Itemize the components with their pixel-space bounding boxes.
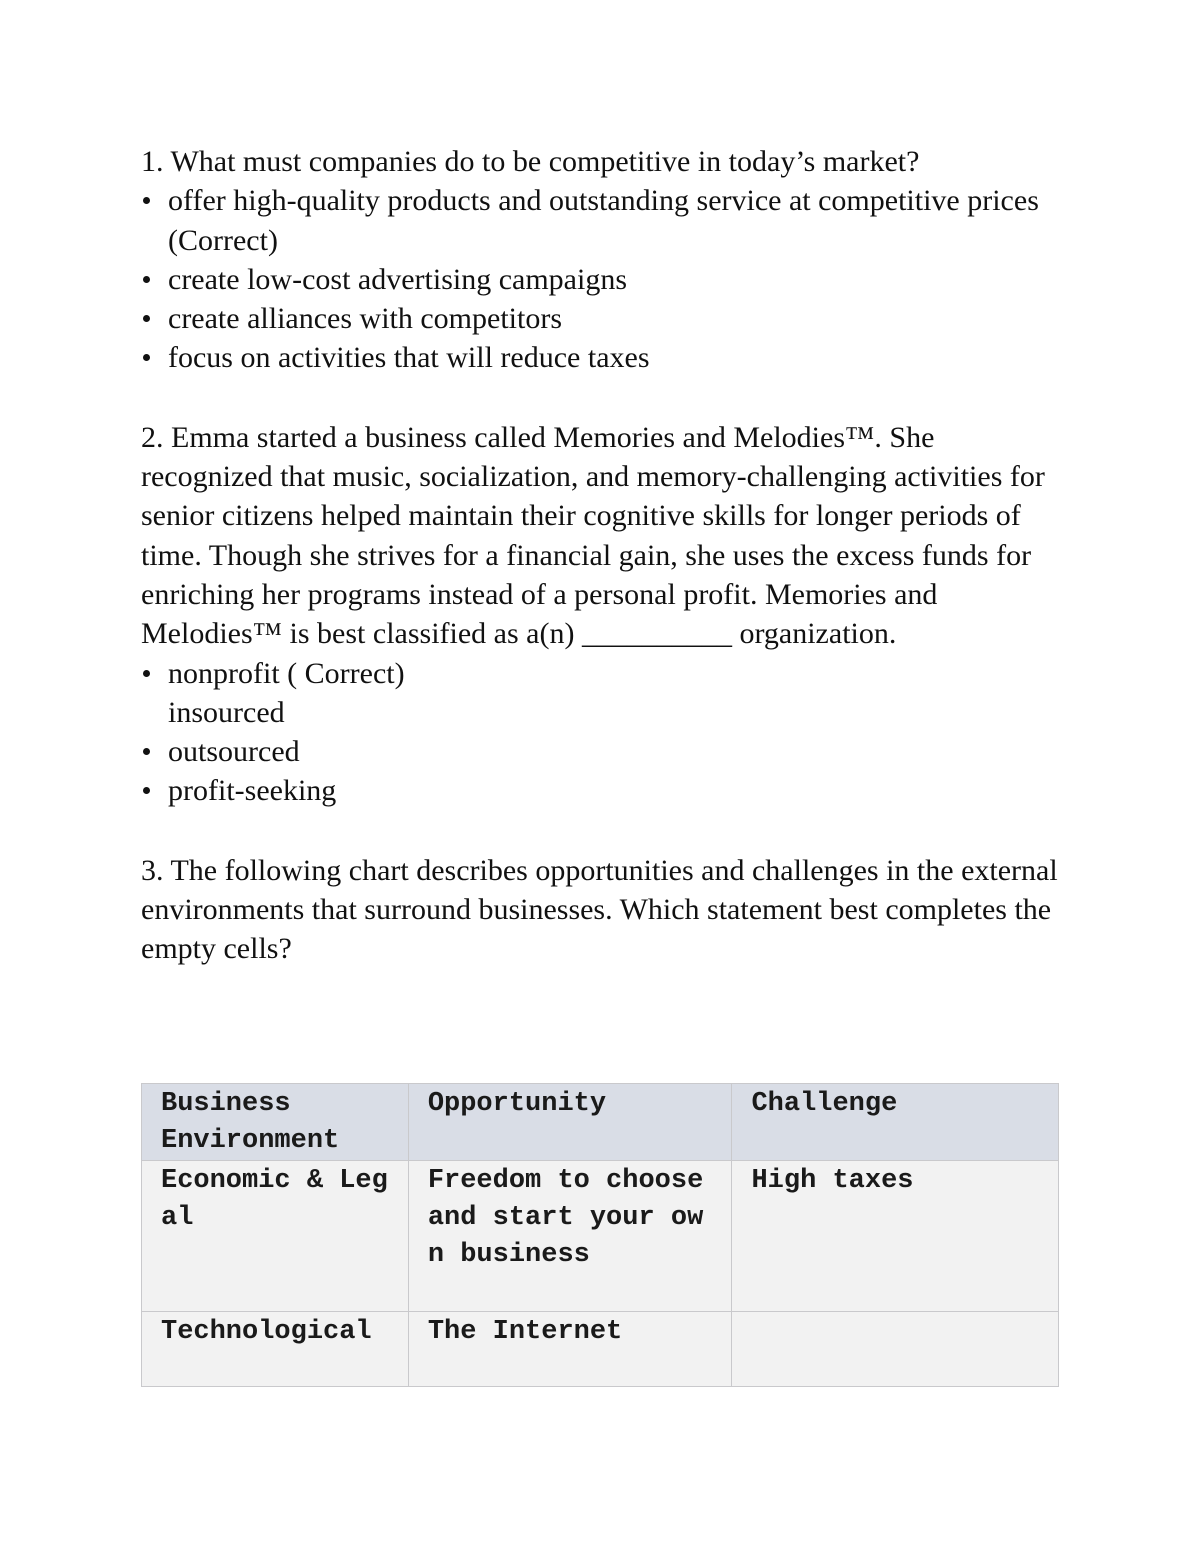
column-header-opportunity: Opportunity: [408, 1084, 732, 1161]
column-header-challenge: Challenge: [732, 1084, 1059, 1161]
document-page: [141, 142, 1066, 969]
table-cell: High taxes: [732, 1161, 1059, 1312]
question-1-options: [141, 181, 1066, 377]
question-3-text: 3. The following chart describes opportunities and challenges in the external environments that surround businesses. Which statement best completes the empty cells?: [141, 853, 1058, 966]
table-row: [142, 1312, 1059, 1387]
table-header-row: [142, 1084, 1059, 1161]
table-cell: Technological: [142, 1312, 409, 1387]
question-1-text: 1. What must companies do to be competitive in today’s market?: [141, 145, 920, 178]
option-item: nonprofit ( Correct): [141, 654, 1066, 693]
option-item: create alliances with competitors: [141, 299, 1066, 338]
option-item: insourced: [168, 695, 285, 729]
question-2-options: [141, 654, 1066, 811]
option-item: offer high-quality products and outstanding service at competitive prices (Correct): [141, 181, 1066, 260]
question-1: [141, 142, 1066, 378]
table-row: [142, 1161, 1059, 1312]
option-item: outsourced: [141, 732, 1066, 771]
table-cell: Freedom to choose and start your own business: [408, 1161, 732, 1312]
question-3: [141, 851, 1066, 969]
question-2-text: 2. Emma started a business called Memories and Melodies™. She recognized that music, socialization, and memory-challenging activities for senior citizens helped maintain their cognitive skills for longer periods of time. Though she strives for a financial gain, she uses the excess funds for enriching her programs instead of a personal profit. Memories and Melodies™ is best classified as a(n) __________ organization.: [141, 420, 1045, 651]
environment-table: [141, 1083, 1059, 1387]
question-2: [141, 418, 1066, 811]
option-item: focus on activities that will reduce taxes: [141, 338, 1066, 377]
column-header-business-environment: Business Environment: [142, 1084, 409, 1161]
table-cell: Economic & Legal: [142, 1161, 409, 1312]
table-cell: The Internet: [408, 1312, 732, 1387]
option-item: create low-cost advertising campaigns: [141, 260, 1066, 299]
table-cell-empty: [732, 1312, 1059, 1387]
option-item: profit-seeking: [141, 771, 1066, 810]
